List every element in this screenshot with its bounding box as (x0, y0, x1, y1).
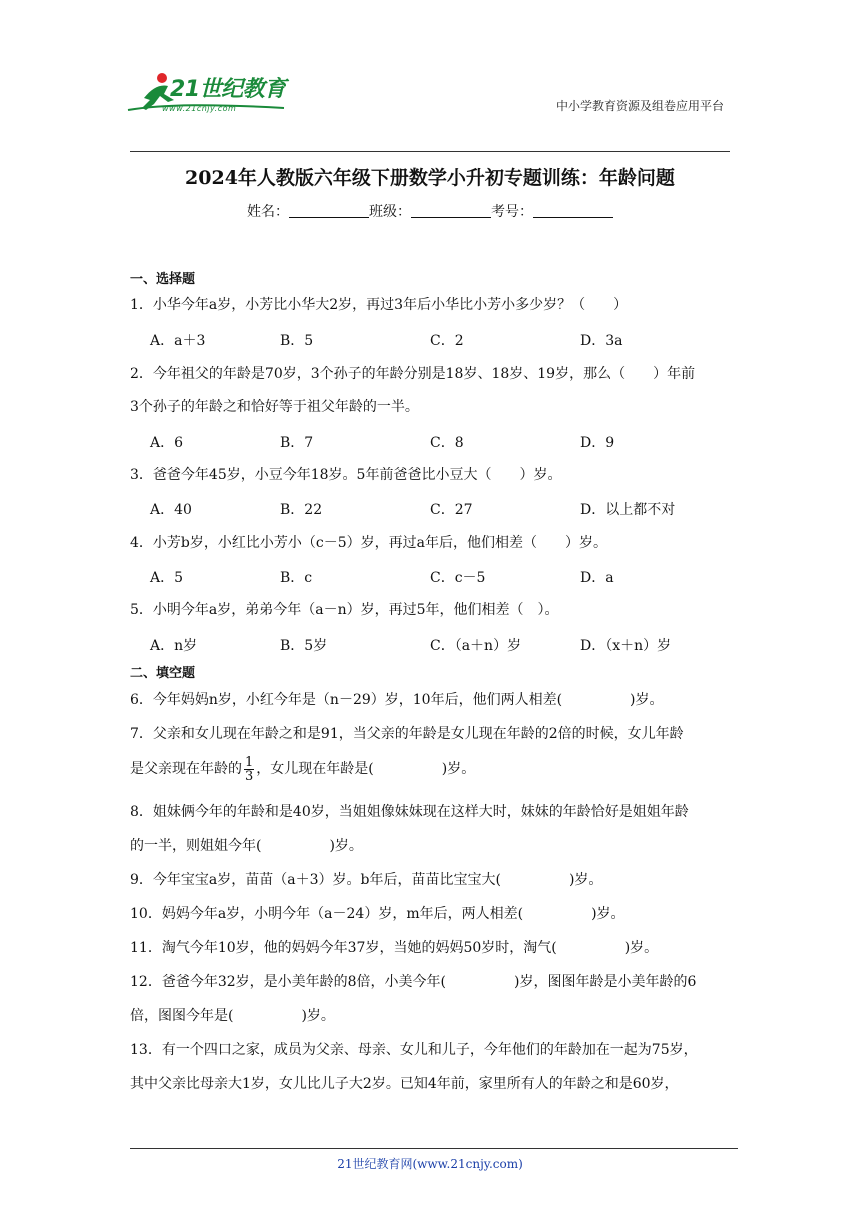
page-title: 2024年人教版六年级下册数学小升初专题训练：年龄问题 (185, 167, 675, 189)
question-text: 6．今年妈妈n岁，小红今年是（n－29）岁，10年后，他们两人相差( )岁。 (130, 692, 664, 708)
question-text: 12．爸爸今年32岁，是小美年龄的8倍，小美今年( )岁，图图年龄是小美年龄的6 (130, 974, 697, 990)
question-text: 是父亲现在年龄的 $\frac{1}{3}$ ，女儿现在年龄是( )岁。 (130, 754, 476, 784)
option: D．（x＋n）岁 (580, 638, 672, 654)
option: A．5 (150, 570, 184, 586)
option: C．8 (430, 435, 464, 451)
question-text: 倍，图图今年是( )岁。 (130, 1008, 335, 1024)
option: D．9 (580, 435, 615, 451)
class-blank (411, 203, 491, 218)
header-divider (130, 151, 730, 152)
option: C．（a＋n）岁 (430, 638, 522, 654)
question-text: 3．爸爸今年45岁，小豆今年18岁。5年前爸爸比小豆大（ ）岁。 (130, 467, 562, 483)
option: A．a＋3 (150, 333, 206, 349)
section-heading: 二、填空题 (130, 666, 196, 681)
question-text: 13．有一个四口之家，成员为父亲、母亲、女儿和儿子，今年他们的年龄加在一起为75岁， (130, 1042, 698, 1058)
question-text: 的一半，则姐姐今年( )岁。 (130, 838, 363, 854)
option: C．c－5 (430, 570, 486, 586)
question-text: 2．今年祖父的年龄是70岁，3个孙子的年龄分别是18岁、18岁、19岁，那么（ ）年前 (130, 366, 696, 382)
name-label: 姓名： (247, 204, 289, 220)
question-text: 8．姐妹俩今年的年龄和是40岁，当姐姐像妹妹现在这样大时，妹妹的年龄恰好是姐姐年龄 (130, 804, 689, 820)
option: B．5 (280, 333, 314, 349)
exam-label: 考号： (491, 204, 533, 220)
option: C．27 (430, 502, 473, 518)
option: B．7 (280, 435, 314, 451)
question-text: 其中父亲比母亲大1岁，女儿比儿子大2岁。已知4年前，家里所有人的年龄之和是60岁， (130, 1076, 679, 1092)
option: B．22 (280, 502, 323, 518)
option: D．a (580, 570, 614, 586)
fraction: $\frac{1}{3}$ (245, 754, 254, 784)
option: D．3a (580, 333, 623, 349)
logo-url: www.21cnjy.com (162, 104, 237, 113)
question-text: 3个孙子的年龄之和恰好等于祖父年龄的一半。 (130, 399, 419, 415)
option: A．n岁 (150, 638, 198, 654)
footer-link[interactable]: 21世纪教育网(www.21cnjy.com) (337, 1157, 523, 1171)
question-text: 5．小明今年a岁，弟弟今年（a－n）岁，再过5年，他们相差（ ）。 (130, 602, 559, 618)
option: A．40 (150, 502, 192, 518)
section-heading: 一、选择题 (130, 272, 196, 287)
option: A．6 (150, 435, 184, 451)
platform-name: 中小学教育资源及组卷应用平台 (555, 99, 724, 113)
question-text: 7．父亲和女儿现在年龄之和是91，当父亲的年龄是女儿现在年龄的2倍的时候，女儿年龄 (130, 726, 684, 742)
logo-text: 21世纪教育 (170, 77, 286, 102)
option: B．5岁 (280, 638, 328, 654)
question-text: 9．今年宝宝a岁，苗苗（a＋3）岁。b年后，苗苗比宝宝大( )岁。 (130, 872, 603, 888)
footer-divider (130, 1148, 738, 1149)
option: B．c (280, 570, 313, 586)
option: D．以上都不对 (580, 502, 676, 518)
option: C．2 (430, 333, 464, 349)
class-label: 班级： (369, 204, 411, 220)
question-text: 11．淘气今年10岁，他的妈妈今年37岁，当她的妈妈50岁时，淘气( )岁。 (130, 940, 659, 956)
name-blank (289, 203, 369, 218)
question-text: 4．小芳b岁，小红比小芳小（c－5）岁，再过a年后，他们相差（ ）岁。 (130, 535, 607, 551)
student-info (0, 201, 860, 221)
question-text: 1．小华今年a岁，小芳比小华大2岁，再过3年后小华比小芳小多少岁？（ ） (130, 297, 628, 313)
question-text: 10．妈妈今年a岁，小明今年（a－24）岁，m年后，两人相差( )岁。 (130, 906, 625, 922)
exam-blank (533, 203, 613, 218)
